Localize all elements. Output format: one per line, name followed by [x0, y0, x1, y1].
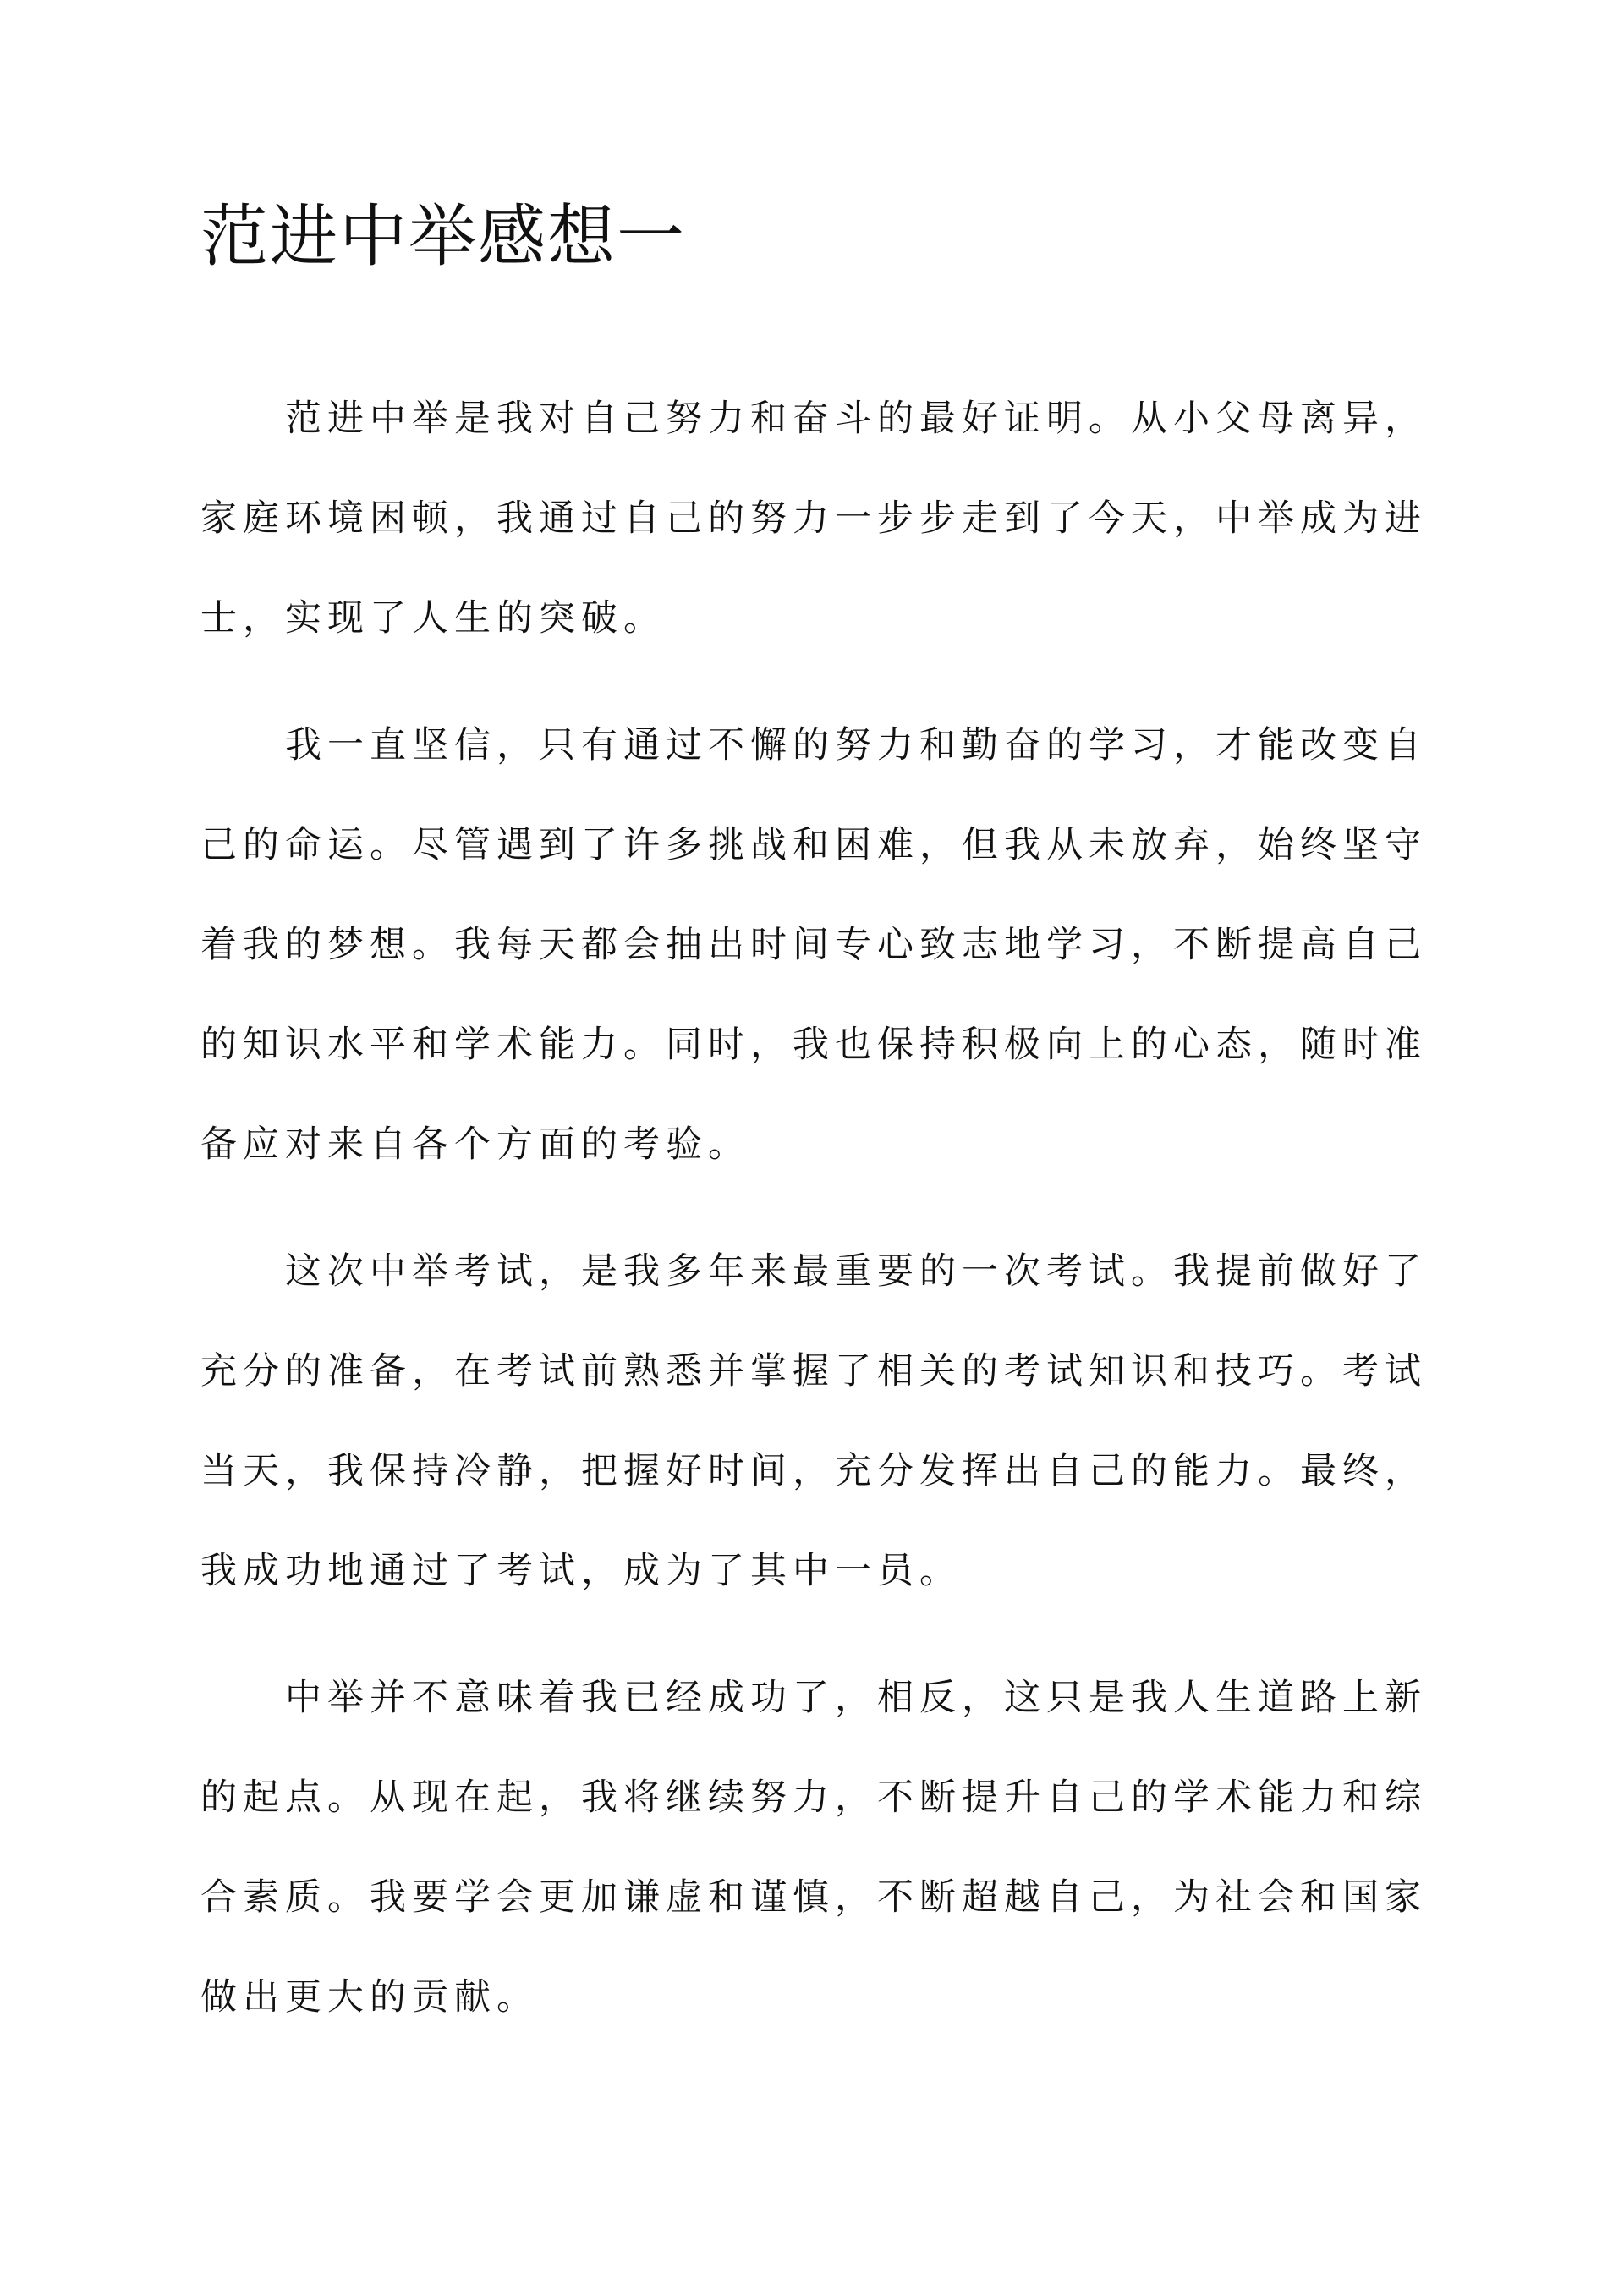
paragraph-1: 范进中举是我对自己努力和奋斗的最好证明。从小父母离异，家庭环境困顿，我通过自己的努力一步步走到了今天，中举成为进士，实现了人生的突破。	[200, 398, 1427, 640]
document-title: 范进中举感想一	[200, 197, 686, 276]
paragraph-3: 这次中举考试，是我多年来最重要的一次考试。我提前做好了充分的准备，在考试前熟悉并掌握了相关的考试知识和技巧。考试当天，我保持冷静，把握好时间，充分发挥出自己的能力。最终，我成功地通过了考试，成为了其中一员。	[200, 1250, 1427, 1592]
document-body	[200, 369, 1427, 2074]
paragraph-4: 中举并不意味着我已经成功了，相反，这只是我人生道路上新的起点。从现在起，我将继续努力，不断提升自己的学术能力和综合素质。我要学会更加谦虚和谨慎，不断超越自己，为社会和国家做出更大的贡献。	[200, 1677, 1427, 2019]
paragraph-2: 我一直坚信，只有通过不懈的努力和勤奋的学习，才能改变自己的命运。尽管遇到了许多挑战和困难，但我从未放弃，始终坚守着我的梦想。我每天都会抽出时间专心致志地学习，不断提高自己的知识水平和学术能力。同时，我也保持积极向上的心态，随时准备应对来自各个方面的考验。	[200, 724, 1427, 1166]
